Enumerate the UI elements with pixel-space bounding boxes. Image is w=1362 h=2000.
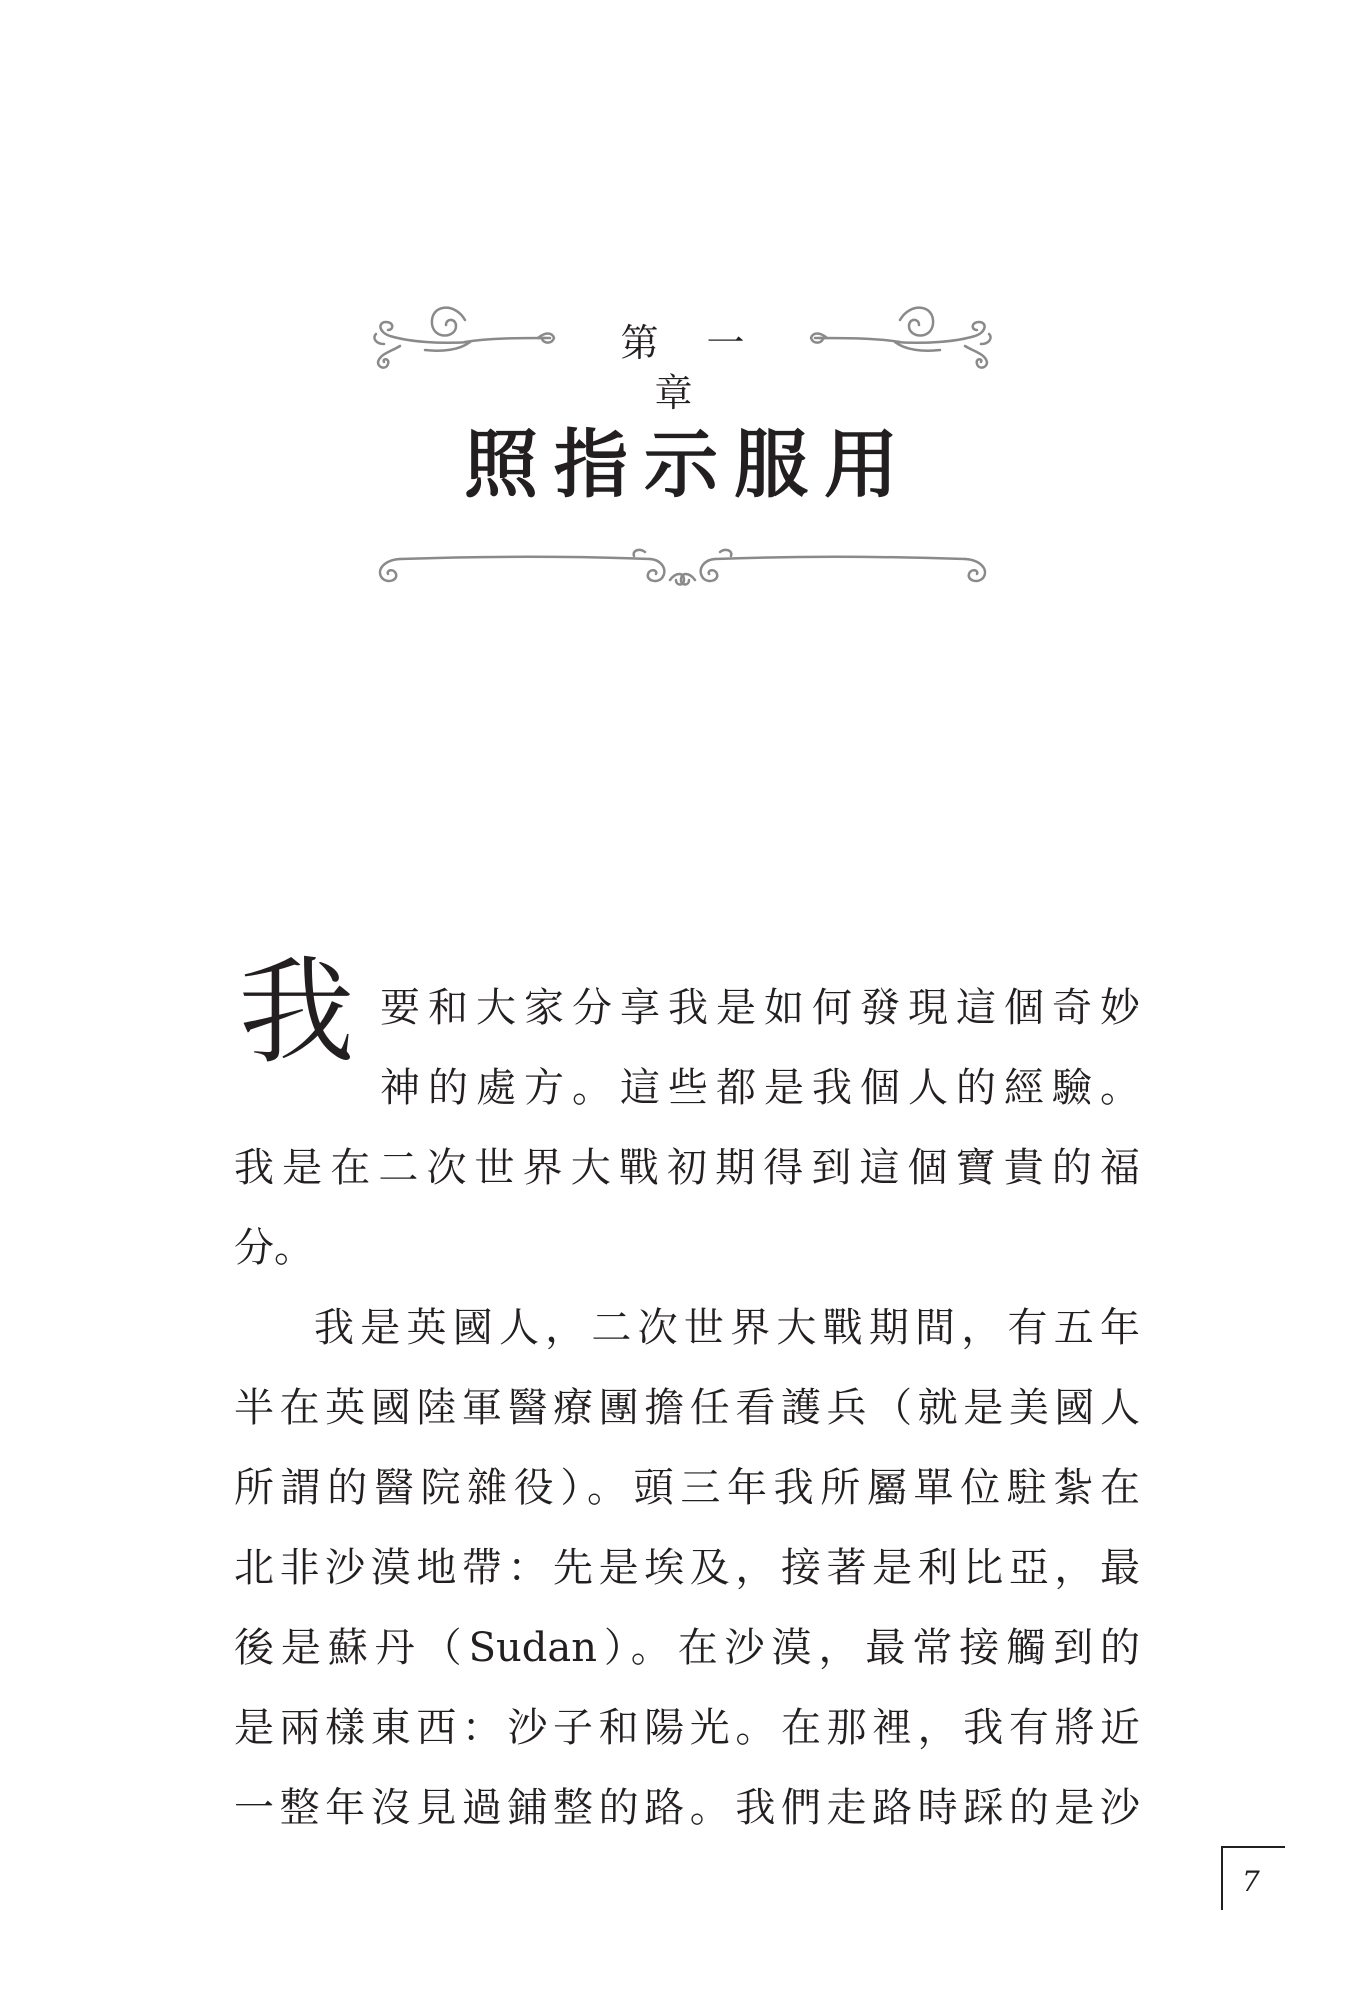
- body-line-8: 北非沙漠地帶：先是埃及，接著是利比亞，最: [234, 1545, 1140, 1591]
- chapter-label: 第 一 章: [620, 321, 763, 415]
- body-line-10: 是兩樣東西：沙子和陽光。在那裡，我有將近: [234, 1705, 1140, 1751]
- bottom-scroll-divider-icon: [370, 534, 995, 604]
- body-line-2: 神的處方。這些都是我個人的經驗。: [380, 1065, 1140, 1111]
- chapter-title: 照指示服用: [464, 422, 914, 508]
- body-line-3: 我是在二次世界大戰初期得到這個寶貴的福: [234, 1145, 1140, 1191]
- body-line-7: 所謂的醫院雜役）。頭三年我所屬單位駐紮在: [234, 1465, 1140, 1511]
- body-line-4: 分。: [234, 1225, 314, 1271]
- page-number: 7: [1242, 1865, 1260, 1898]
- body-line-9: 後是蘇丹（Sudan）。在沙漠，最常接觸到的: [234, 1625, 1140, 1671]
- body-line-11: 一整年沒見過鋪整的路。我們走路時踩的是沙: [234, 1785, 1140, 1831]
- body-line-6: 半在英國陸軍醫療團擔任看護兵（就是美國人: [234, 1385, 1140, 1431]
- body-line-1: 要和大家分享我是如何發現這個奇妙: [380, 985, 1140, 1031]
- drop-cap: 我: [238, 945, 355, 1080]
- body-line-5: 我是英國人，二次世界大戰期間，有五年: [314, 1305, 1140, 1351]
